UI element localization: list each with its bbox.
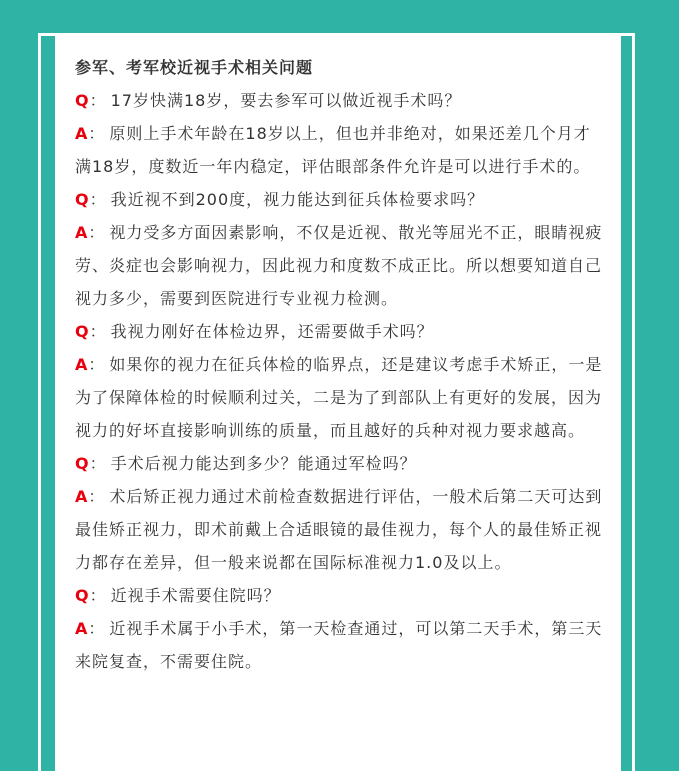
question-1 [75,84,605,117]
q-label: Q [75,91,90,110]
question-text: 手术后视力能达到多少？能通过军检吗？ [110,454,417,473]
colon: ： [88,619,106,638]
colon: ： [89,190,107,209]
article-content [75,51,605,678]
answer-5 [75,612,605,678]
colon: ： [88,487,106,506]
colon: ： [89,586,107,605]
a-label: A [75,487,89,506]
colon: ： [88,355,106,374]
colon: ： [89,322,107,341]
article-card [55,33,621,771]
answer-1 [75,117,605,183]
question-5 [75,579,605,612]
answer-2 [75,216,605,315]
answer-text: 如果你的视力在征兵体检的临界点，还是建议考虑手术矫正，一是为了保障体检的时候顺利过关，二是为了到部队上有更好的发展，因为视力的好坏直接影响训练的质量，而且越好的兵种对视力要求越高。 [75,355,603,440]
q-label: Q [75,454,90,473]
question-text: 近视手术需要住院吗？ [110,586,281,605]
question-text: 17岁快满18岁，要去参军可以做近视手术吗？ [110,91,462,110]
answer-text: 术后矫正视力通过术前检查数据进行评估，一般术后第二天可达到最佳矫正视力，即术前戴上合适眼镜的最佳视力，每个人的最佳矫正视力都存在差异，但一般来说都在国际标准视力1.0及以上。 [75,487,603,572]
colon: ： [89,91,107,110]
q-label: Q [75,322,90,341]
a-label: A [75,355,89,374]
colon: ： [88,124,106,143]
question-3 [75,315,605,348]
answer-text: 视力受多方面因素影响，不仅是近视、散光等屈光不正，眼睛视疲劳、炎症也会影响视力，因此视力和度数不成正比。所以想要知道自己视力多少，需要到医院进行专业视力检测。 [75,223,603,308]
a-label: A [75,619,89,638]
question-2 [75,183,605,216]
q-label: Q [75,586,90,605]
question-text: 我视力刚好在体检边界，还需要做手术吗？ [110,322,434,341]
q-label: Q [75,190,90,209]
answer-3 [75,348,605,447]
colon: ： [88,223,106,242]
answer-4 [75,480,605,579]
answer-text: 原则上手术年龄在18岁以上，但也并非绝对，如果还差几个月才满18岁，度数近一年内稳定，评估眼部条件允许是可以进行手术的。 [75,124,591,176]
answer-text: 近视手术属于小手术，第一天检查通过，可以第二天手术，第三天来院复查，不需要住院。 [75,619,603,671]
question-4 [75,447,605,480]
a-label: A [75,223,89,242]
colon: ： [89,454,107,473]
a-label: A [75,124,89,143]
question-text: 我近视不到200度，视力能达到征兵体检要求吗？ [110,190,485,209]
article-title: 参军、考军校近视手术相关问题 [75,58,314,77]
